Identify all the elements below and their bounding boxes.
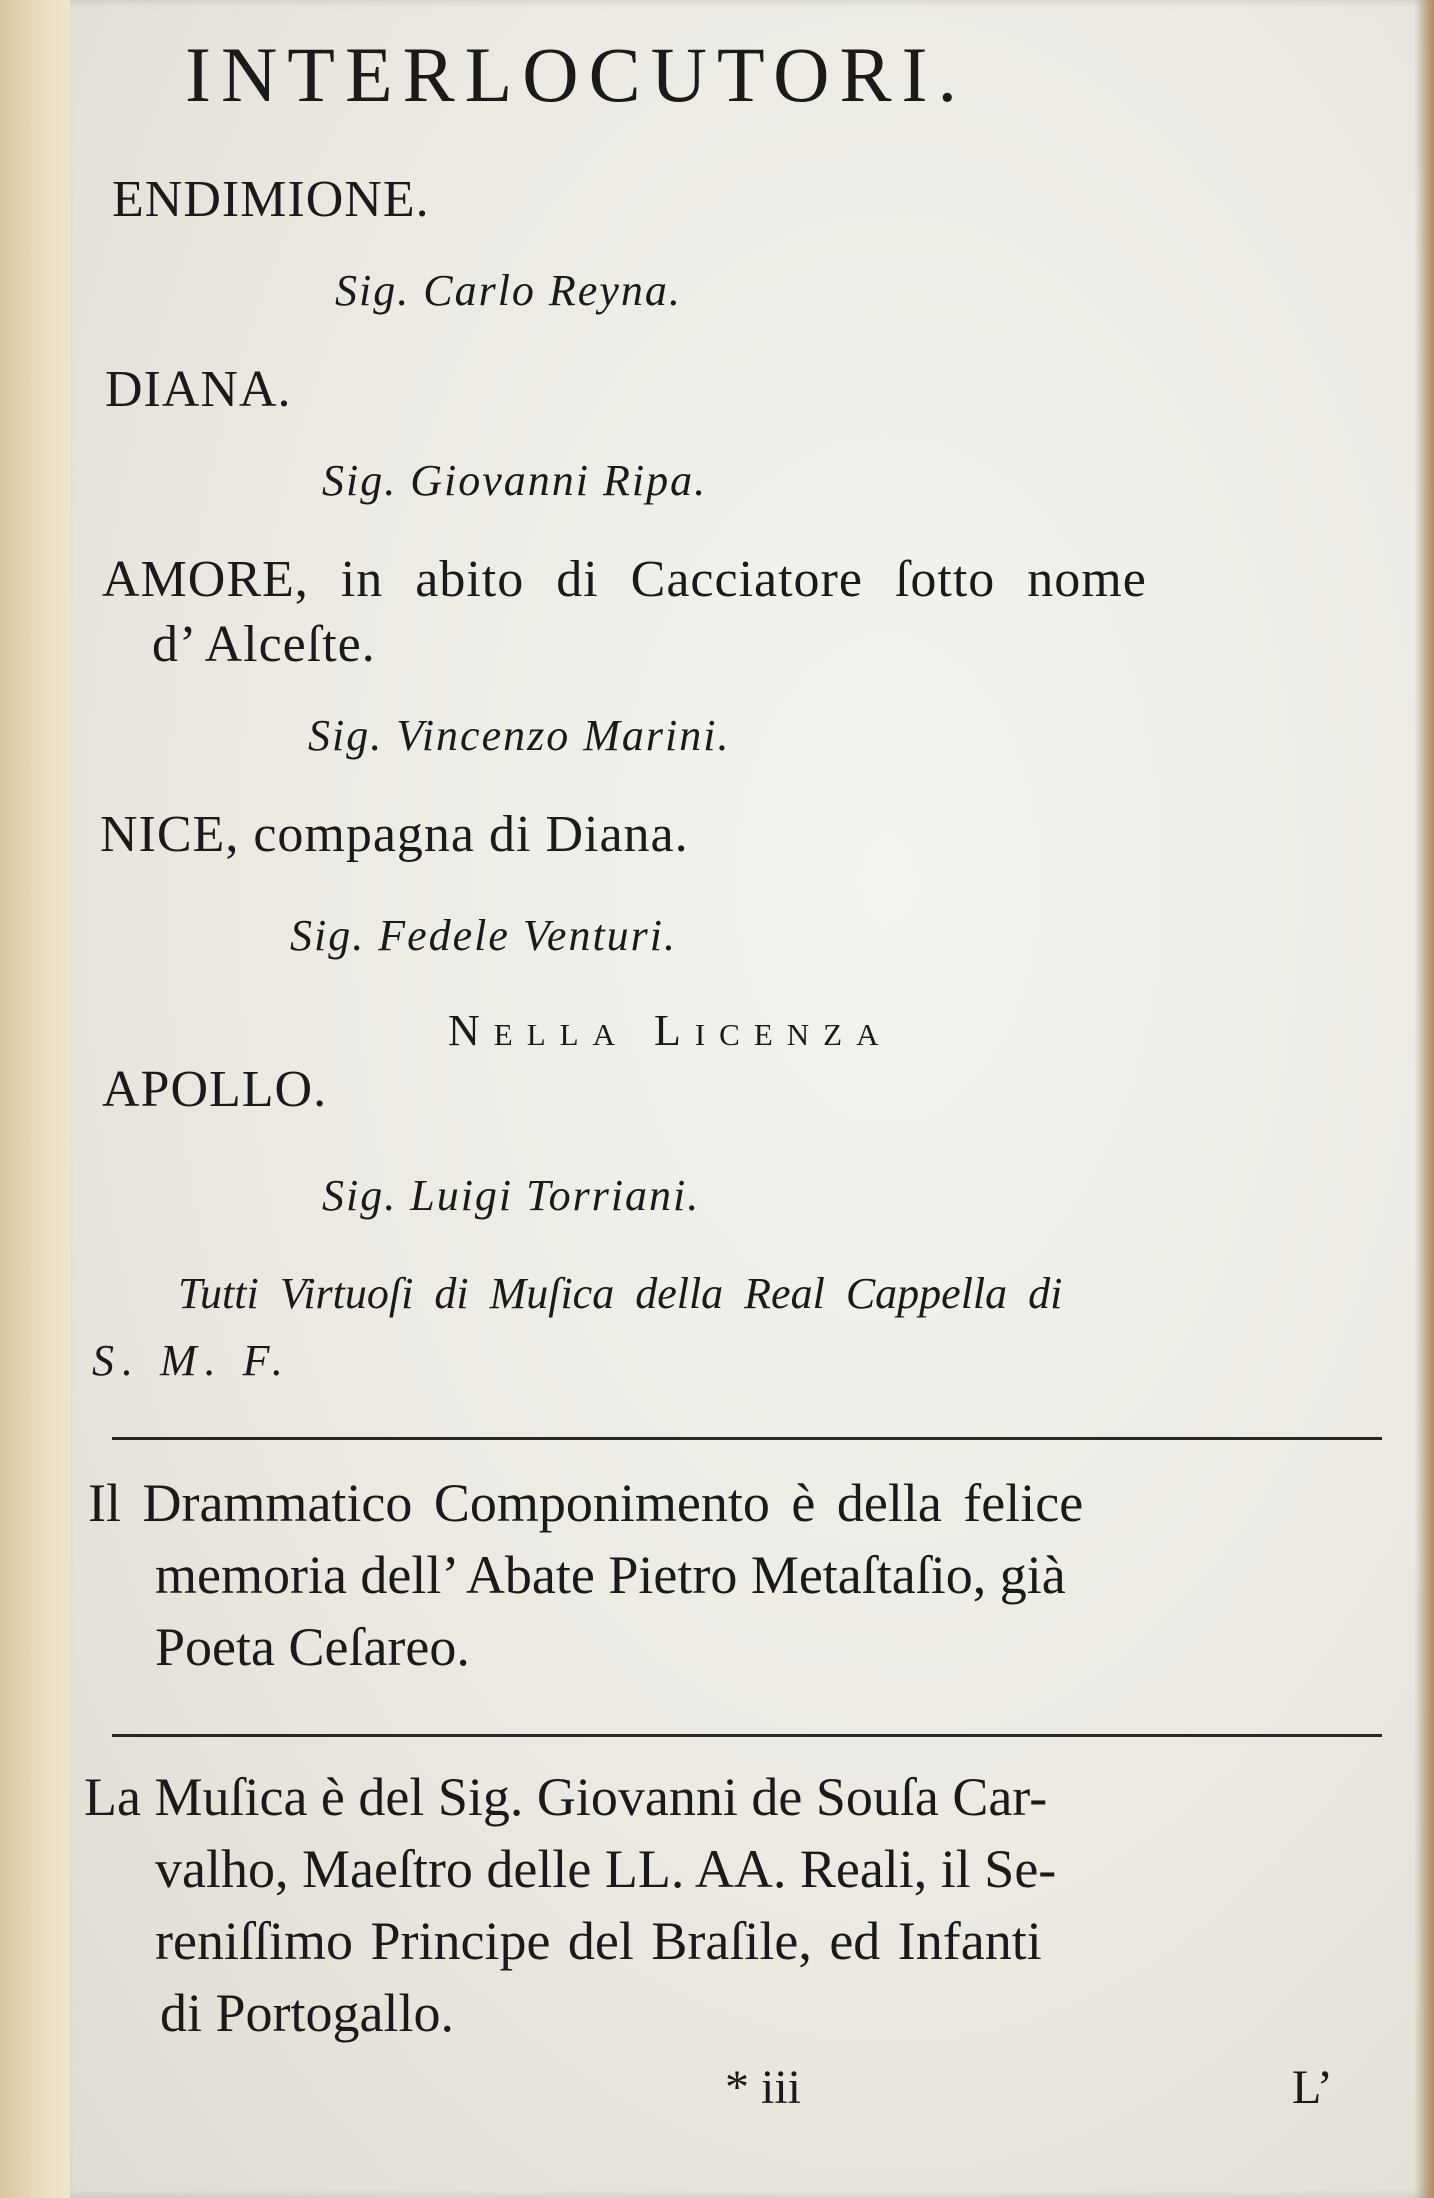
paragraph1-line3: Poeta Ceſareo.: [155, 1617, 470, 1677]
note-line1: Tutti Virtuoſi di Muſica della Real Cappella di: [178, 1269, 1063, 1318]
note-line2: S. M. F.: [92, 1336, 291, 1385]
role-apollo: APOLLO.: [102, 1061, 328, 1118]
signature-mark: * iii: [725, 2061, 802, 2114]
licenza-heading: Nella Licenza: [448, 1006, 893, 1055]
catchword: L’: [1292, 2061, 1333, 2114]
divider-rule-2: [112, 1734, 1382, 1737]
singer-apollo: Sig. Luigi Torriani.: [322, 1171, 701, 1220]
singer-endimione: Sig. Carlo Reyna.: [335, 266, 682, 315]
paragraph2-line1: La Muſica è del Sig. Giovanni de Souſa Car-: [84, 1767, 1048, 1827]
singer-diana: Sig. Giovanni Ripa.: [322, 456, 708, 505]
paragraph2-line2: valho, Maeſtro delle LL. AA. Reali, il Se-: [155, 1839, 1057, 1899]
role-amore-line2: d’ Alceſte.: [152, 616, 376, 673]
role-nice: NICE, compagna di Diana.: [100, 806, 689, 863]
page-title: INTERLOCUTORI.: [185, 31, 968, 118]
singer-nice: Sig. Fedele Venturi.: [290, 911, 678, 960]
divider-rule-1: [112, 1437, 1382, 1440]
paragraph2-line4: di Portogallo.: [160, 1983, 454, 2043]
role-endimione: ENDIMIONE.: [112, 171, 430, 228]
role-amore-line1: AMORE, in abito di Cacciatore ſotto nome: [102, 551, 1147, 608]
paragraph1-line2: memoria dell’ Abate Pietro Metaſtaſio, già: [155, 1545, 1066, 1605]
singer-amore: Sig. Vincenzo Marini.: [308, 711, 731, 760]
role-diana: DIANA.: [105, 361, 292, 418]
paragraph1-line1: Il Drammatico Componimento è della felice: [88, 1473, 1084, 1533]
right-page-edge: [1414, 0, 1434, 2198]
paragraph2-line3: reniſſimo Principe del Braſile, ed Infanti: [155, 1911, 1042, 1971]
